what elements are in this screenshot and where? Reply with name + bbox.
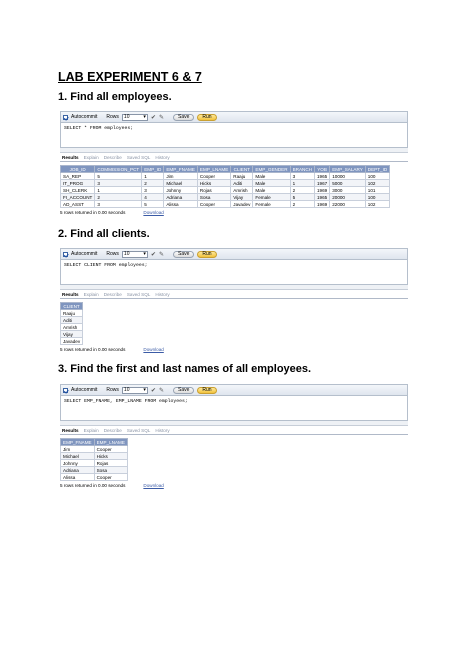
rows-select[interactable]	[122, 114, 148, 121]
tab-results[interactable]: Results	[62, 428, 79, 433]
table-cell: Hicks	[197, 180, 230, 187]
sql-toolbar	[60, 111, 408, 123]
check-icon[interactable]: ✔	[150, 251, 156, 258]
sql-text: SELECT CLIENT FROM employees;	[64, 263, 148, 268]
rows-value: 10	[123, 387, 130, 393]
rows-returned-text: 5 rows returned in 0.00 seconds	[60, 483, 126, 488]
chevron-down-icon: ▾	[143, 251, 146, 257]
table-cell: 1965	[314, 173, 329, 180]
table-cell: 102	[365, 201, 389, 208]
check-icon[interactable]: ✔	[150, 387, 156, 394]
table-row	[61, 187, 390, 194]
table-cell: Jim	[164, 173, 198, 180]
table-row	[61, 310, 83, 317]
table-row	[61, 331, 83, 338]
table-cell: Amrish	[231, 187, 253, 194]
table-cell: 3000	[330, 187, 366, 194]
table-cell: Michael	[164, 180, 198, 187]
table-cell: Male	[253, 173, 290, 180]
sql-editor[interactable]	[60, 396, 408, 421]
tab-describe[interactable]: Describe	[103, 428, 122, 433]
table-row	[61, 474, 128, 481]
table-cell: Raaju	[231, 173, 253, 180]
autocommit-label: Autocommit	[71, 251, 98, 257]
autocommit-label: Autocommit	[71, 387, 98, 393]
table-cell: 5	[142, 201, 164, 208]
table-cell: IT_PROG	[61, 180, 95, 187]
check-icon[interactable]: ✔	[150, 114, 156, 121]
tab-describe[interactable]: Describe	[103, 155, 122, 160]
table-cell: 3	[290, 173, 314, 180]
column-header[interactable]: DEPT_ID	[365, 166, 389, 173]
results-table	[60, 165, 390, 208]
autocommit-checkbox[interactable]	[63, 115, 68, 120]
sql-editor[interactable]	[60, 260, 408, 285]
table-cell: Aditi	[231, 180, 253, 187]
rows-returned-text: 5 rows returned in 0.00 seconds	[60, 347, 126, 352]
table-cell: Vijay	[231, 194, 253, 201]
result-tabs	[60, 153, 408, 161]
tab-explain[interactable]: Explain	[83, 428, 99, 433]
table-cell: 4	[142, 194, 164, 201]
tab-divider	[60, 161, 408, 162]
rows-value: 10	[123, 114, 130, 120]
tab-saved-sql[interactable]: Saved SQL	[126, 428, 151, 433]
result-tabs	[60, 290, 408, 298]
column-header[interactable]: JOB_ID	[61, 166, 95, 173]
table-cell: 1	[290, 180, 314, 187]
autocommit-label: Autocommit	[71, 114, 98, 120]
table-cell: Sosa	[197, 194, 230, 201]
table-cell: 2	[95, 194, 142, 201]
table-row	[61, 173, 390, 180]
table-cell: Female	[253, 201, 290, 208]
table-row	[61, 324, 83, 331]
table-row	[61, 180, 390, 187]
table-cell: 102	[365, 180, 389, 187]
table-cell: 1965	[314, 194, 329, 201]
table-cell: Male	[253, 180, 290, 187]
rows-label: Rows	[106, 251, 119, 257]
table-cell: 22000	[330, 201, 366, 208]
table-row	[61, 201, 390, 208]
question-2-heading: 2. Find all clients.	[58, 228, 150, 240]
sql-toolbar	[60, 248, 408, 260]
table-row	[61, 460, 128, 467]
rows-value: 10	[123, 251, 130, 257]
sql-workshop-q1	[60, 111, 408, 215]
tab-saved-sql[interactable]: Saved SQL	[126, 155, 151, 160]
table-row	[61, 453, 128, 460]
table-cell: 2	[290, 201, 314, 208]
table-cell: Vijay	[61, 331, 83, 338]
rows-select[interactable]	[122, 387, 148, 394]
table-row	[61, 467, 128, 474]
table-cell: AD_ASST	[61, 201, 95, 208]
table-cell: Cooper	[94, 474, 127, 481]
table-cell: Javadev	[231, 201, 253, 208]
column-header[interactable]: COMMISSION_PCT	[95, 166, 142, 173]
save-button[interactable]: Save	[173, 251, 194, 258]
sql-text: SELECT EMP_FNAME, EMP_LNAME FROM employees;	[64, 399, 188, 404]
column-header[interactable]: CLIENT	[61, 303, 83, 310]
table-cell: 3	[95, 201, 142, 208]
tab-results[interactable]: Results	[62, 292, 79, 297]
table-cell: Male	[253, 187, 290, 194]
results-table	[60, 302, 83, 345]
column-header[interactable]: BRANCH	[290, 166, 314, 173]
table-cell: 5000	[330, 180, 366, 187]
table-cell: Michael	[61, 453, 95, 460]
table-cell: 2	[142, 180, 164, 187]
save-button[interactable]: Save	[173, 387, 194, 394]
edit-icon[interactable]: ✎	[158, 251, 164, 258]
rows-returned-text: 5 rows returned in 0.00 seconds	[60, 210, 126, 215]
tab-explain[interactable]: Explain	[83, 292, 99, 297]
rows-info	[60, 483, 408, 488]
tab-history[interactable]: History	[155, 428, 170, 433]
table-row	[61, 338, 83, 345]
table-cell: 5	[95, 173, 142, 180]
table-cell: SH_CLERK	[61, 187, 95, 194]
tab-divider	[60, 434, 408, 435]
result-tabs	[60, 426, 408, 434]
sql-text: SELECT * FROM employees;	[64, 126, 134, 131]
column-header[interactable]: EMP_FNAME	[164, 166, 198, 173]
tab-explain[interactable]: Explain	[83, 155, 99, 160]
table-cell: Johnny	[61, 460, 95, 467]
table-cell: Cooper	[94, 446, 127, 453]
autocommit-checkbox[interactable]	[63, 252, 68, 257]
table-cell: Alissa	[61, 474, 95, 481]
table-header-row	[61, 303, 83, 310]
tab-divider	[60, 298, 408, 299]
column-header[interactable]: EMP_GENDER	[253, 166, 290, 173]
table-cell: Raaju	[61, 310, 83, 317]
chevron-down-icon: ▾	[143, 114, 146, 120]
run-button[interactable]: Run	[197, 387, 216, 394]
table-cell: 20000	[330, 194, 366, 201]
table-cell: 101	[365, 187, 389, 194]
table-header-row	[61, 439, 128, 446]
table-cell: 3	[142, 187, 164, 194]
table-row	[61, 317, 83, 324]
table-cell: Rojas	[197, 187, 230, 194]
table-cell: Adriana	[61, 467, 95, 474]
table-cell: Female	[253, 194, 290, 201]
results-table	[60, 438, 128, 481]
question-1-heading: 1. Find all employees.	[58, 91, 172, 103]
edit-icon[interactable]: ✎	[158, 387, 164, 394]
rows-info	[60, 347, 408, 352]
tab-history[interactable]: History	[155, 155, 170, 160]
table-row	[61, 194, 390, 201]
question-3-heading: 3. Find the first and last names of all employees.	[58, 363, 312, 375]
tab-history[interactable]: History	[155, 292, 170, 297]
table-cell: Amrish	[61, 324, 83, 331]
sql-workshop-q3	[60, 384, 408, 488]
rows-select[interactable]	[122, 251, 148, 258]
table-cell: 1967	[314, 180, 329, 187]
download-link[interactable]: Download	[143, 347, 164, 352]
table-cell: Alissa	[164, 201, 198, 208]
column-header[interactable]: EMP_LNAME	[197, 166, 230, 173]
table-cell: Johnny	[164, 187, 198, 194]
table-cell: 5	[290, 194, 314, 201]
tab-results[interactable]: Results	[62, 155, 79, 160]
sql-toolbar	[60, 384, 408, 396]
column-header[interactable]: EMP_ID	[142, 166, 164, 173]
table-cell: 2	[290, 187, 314, 194]
run-button[interactable]: Run	[197, 251, 216, 258]
page-title: LAB EXPERIMENT 6 & 7	[58, 70, 202, 84]
table-cell: Hicks	[94, 453, 127, 460]
column-header[interactable]: YOB	[314, 166, 329, 173]
table-cell: 100	[365, 194, 389, 201]
table-cell: 1	[142, 173, 164, 180]
column-header[interactable]: EMP_FNAME	[61, 439, 95, 446]
table-cell: 3	[95, 180, 142, 187]
tab-saved-sql[interactable]: Saved SQL	[126, 292, 151, 297]
table-cell: 10000	[330, 173, 366, 180]
table-cell: SA_REP	[61, 173, 95, 180]
edit-icon[interactable]: ✎	[158, 114, 164, 121]
column-header[interactable]: EMP_LNAME	[94, 439, 127, 446]
table-cell: Cooper	[197, 201, 230, 208]
rows-label: Rows	[106, 387, 119, 393]
table-cell: Jim	[61, 446, 95, 453]
table-cell: Sosa	[94, 467, 127, 474]
autocommit-checkbox[interactable]	[63, 388, 68, 393]
sql-workshop-q2	[60, 248, 408, 352]
table-cell: 1	[95, 187, 142, 194]
table-header-row	[61, 166, 390, 173]
table-row	[61, 446, 128, 453]
run-button[interactable]: Run	[197, 114, 216, 121]
rows-info	[60, 210, 408, 215]
table-cell: Javadev	[61, 338, 83, 345]
column-header[interactable]: CLIENT	[231, 166, 253, 173]
tab-describe[interactable]: Describe	[103, 292, 122, 297]
table-cell: 100	[365, 173, 389, 180]
column-header[interactable]: EMP_SALARY	[330, 166, 366, 173]
table-cell: Cooper	[197, 173, 230, 180]
sql-editor[interactable]	[60, 123, 408, 148]
rows-label: Rows	[106, 114, 119, 120]
table-cell: Rojas	[94, 460, 127, 467]
download-link[interactable]: Download	[143, 483, 164, 488]
table-cell: 1969	[314, 187, 329, 194]
table-cell: FI_ACCOUNT	[61, 194, 95, 201]
table-cell: Adriana	[164, 194, 198, 201]
download-link[interactable]: Download	[143, 210, 164, 215]
chevron-down-icon: ▾	[143, 387, 146, 393]
save-button[interactable]: Save	[173, 114, 194, 121]
table-cell: Aditi	[61, 317, 83, 324]
table-cell: 1969	[314, 201, 329, 208]
